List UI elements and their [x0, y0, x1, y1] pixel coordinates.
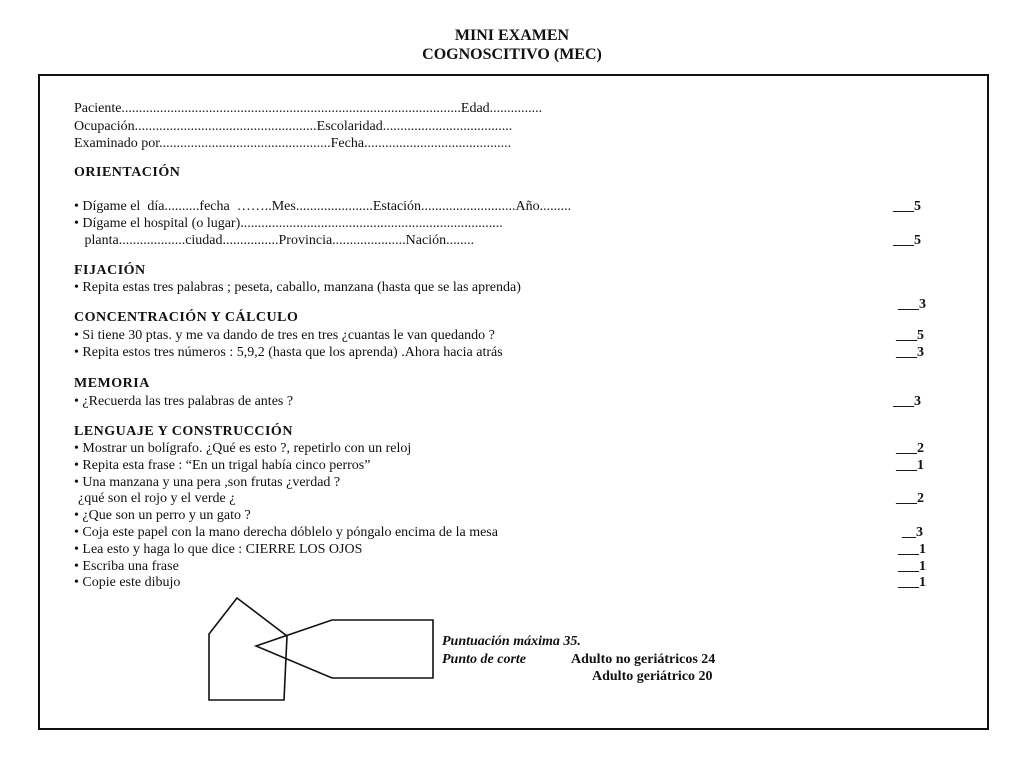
copy-figure-drawing [204, 596, 436, 704]
concentration-item-digits: • Repita estos tres números : 5,9,2 (hasta que los aprenda) .Ahora hacia atrás [74, 345, 503, 360]
language-copy-score: ___1 [898, 575, 926, 590]
orientation-date-score: ___5 [893, 199, 921, 214]
memory-recall-score: ___3 [893, 394, 921, 409]
concentration-item-subtract: • Si tiene 30 ptas. y me va dando de tres en tres ¿cuantas le van quedando ? [74, 328, 495, 343]
section-title-language: LENGUAJE Y CONSTRUCCIÓN [74, 424, 293, 439]
cutoff-geriatric: Adulto geriátrico 20 [592, 669, 713, 684]
examiner-field: Examinado por.................................................Fecha.......................................... [74, 136, 512, 151]
title-line-2: COGNOSCITIVO (MEC) [422, 46, 602, 63]
language-item-dog-cat: • ¿Que son un perro y un gato ? [74, 508, 251, 523]
pentagon-left [209, 598, 287, 700]
orientation-item-date: • Dígame el día..........fecha ……..Mes......................Estación...........................Año......... [74, 199, 572, 214]
language-write-score: ___1 [898, 559, 926, 574]
language-similarities-score: ___2 [896, 491, 924, 506]
form-title [0, 26, 1024, 64]
title-line-1: MINI EXAMEN [454, 27, 570, 44]
orientation-item-place-line2: planta...................ciudad................Provincia.....................Nación........ [74, 233, 475, 248]
max-score-note: Puntuación máxima 35. [442, 634, 581, 649]
language-item-naming: • Mostrar un bolígrafo. ¿Qué es esto ?, repetirlo con un reloj [74, 441, 412, 456]
language-item-fruits-line2: ¿qué son el rojo y el verde ¿ [78, 491, 236, 506]
memory-item-recall: • ¿Recuerda las tres palabras de antes ? [74, 394, 294, 409]
language-naming-score: ___2 [896, 441, 924, 456]
fixation-words-score: ___3 [898, 297, 926, 312]
language-item-copy: • Copie este dibujo [74, 575, 181, 590]
language-item-repeat: • Repita esta frase : “En un trigal había cinco perros” [74, 458, 371, 473]
language-item-fruits: • Una manzana y una pera ,son frutas ¿verdad ? [74, 475, 341, 490]
language-repeat-score: ___1 [896, 458, 924, 473]
cutoff-adult: Adulto no geriátricos 24 [571, 652, 716, 667]
language-read-score: ___1 [898, 542, 926, 557]
language-item-paper: • Coja este papel con la mano derecha dóblelo y póngalo encima de la mesa [74, 525, 498, 540]
concentration-subtract-score: ___5 [896, 328, 924, 343]
section-title-memory: MEMORIA [74, 376, 150, 391]
section-title-orientation: ORIENTACIÓN [74, 165, 181, 180]
fixation-item-words: • Repita estas tres palabras ; peseta, caballo, manzana (hasta que se las aprenda) [74, 280, 521, 295]
section-title-fixation: FIJACIÓN [74, 263, 146, 278]
section-title-concentration: CONCENTRACIÓN Y CÁLCULO [74, 310, 299, 325]
language-item-read: • Lea esto y haga lo que dice : CIERRE LOS OJOS [74, 542, 363, 557]
orientation-item-place: • Dígame el hospital (o lugar)........................................................................... [74, 216, 503, 231]
language-item-write: • Escriba una frase [74, 559, 179, 574]
pentagon-right [256, 620, 433, 678]
concentration-digits-score: ___3 [896, 345, 924, 360]
occupation-field: Ocupación....................................................Escolaridad..................................... [74, 119, 513, 134]
orientation-place-score: ___5 [893, 233, 921, 248]
cutoff-label: Punto de corte [442, 652, 526, 667]
patient-field: Paciente.................................................................................................Edad............... [74, 101, 543, 116]
language-paper-score: __3 [902, 525, 923, 540]
